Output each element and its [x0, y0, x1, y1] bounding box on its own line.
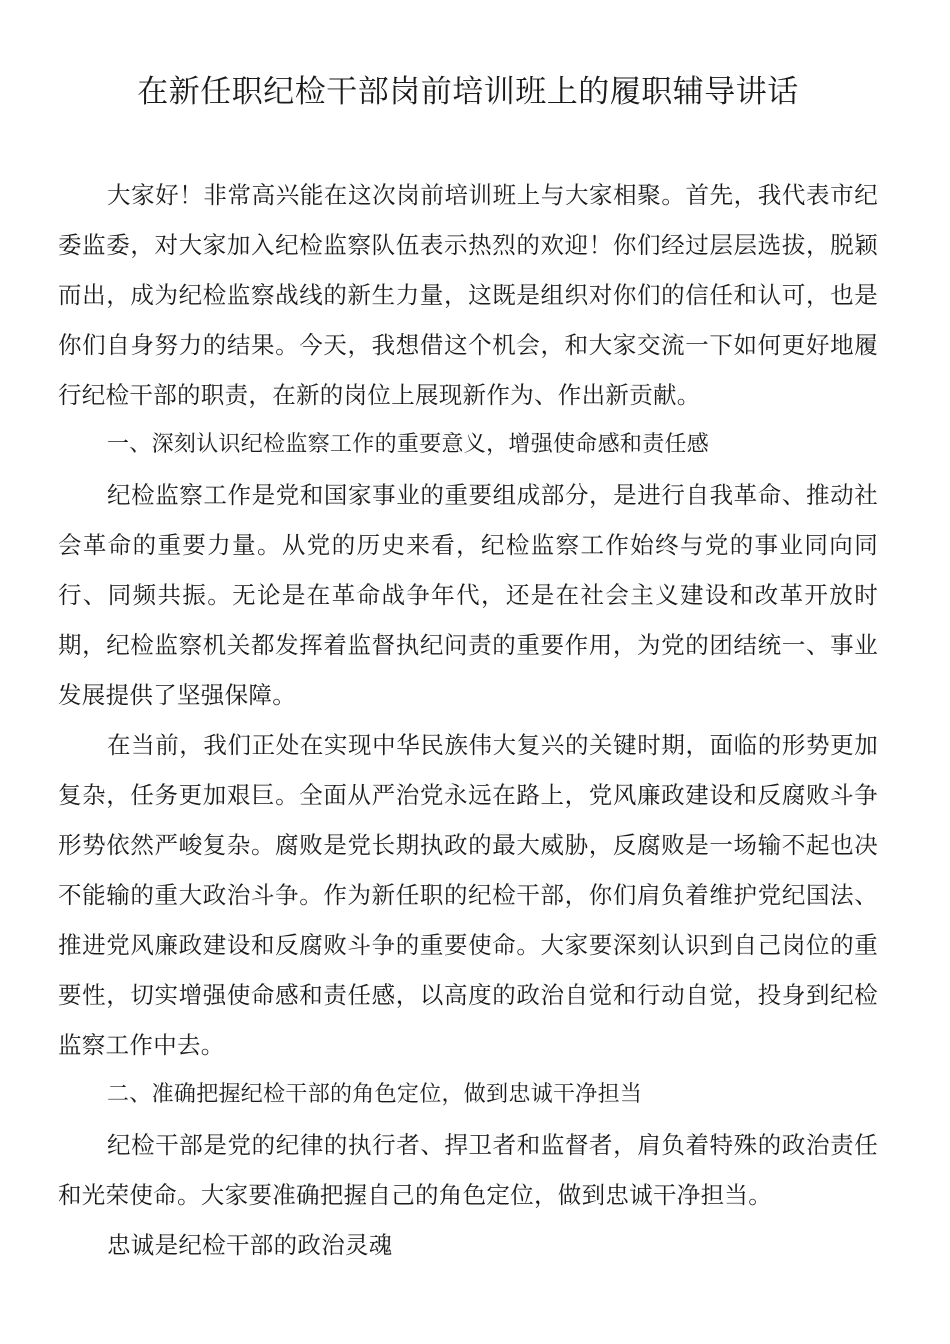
paragraph: 在当前，我们正处在实现中华民族伟大复兴的关键时期，面临的形势更加复杂，任务更加艰巨。全面从严治党永远在路上，党风廉政建设和反腐败斗争形势依然严峻复杂。腐败是党长期执政的最大威胁，反腐败是一场输不起也决不能输的重大政治斗争。作为新任职的纪检干部，你们肩负着维护党纪国法、推进党风廉政建设和反腐败斗争的重要使命。大家要深刻认识到自己岗位的重要性，切实增强使命感和责任感，以高度的政治自觉和行动自觉，投身到纪检监察工作中去。	[58, 731, 878, 1059]
subheading-loyalty: 忠诚是纪检干部的政治灵魂	[107, 1231, 393, 1259]
document-page	[58, 0, 878, 1270]
document-body	[58, 170, 878, 1270]
paragraph: 纪检干部是党的纪律的执行者、捍卫者和监督者，肩负着特殊的政治责任和光荣使命。大家要准确把握自己的角色定位，做到忠诚干净担当。	[58, 1131, 878, 1209]
paragraph: 纪检监察工作是党和国家事业的重要组成部分，是进行自我革命、推动社会革命的重要力量。从党的历史来看，纪检监察工作始终与党的事业同向同行、同频共振。无论是在革命战争年代，还是在社会主义建设和改革开放时期，纪检监察机关都发挥着监督执纪问责的重要作用，为党的团结统一、事业发展提供了坚强保障。	[58, 481, 878, 709]
section-heading-2: 二、准确把握纪检干部的角色定位，做到忠诚干净担当	[107, 1082, 643, 1107]
paragraph-greeting: 大家好！非常高兴能在这次岗前培训班上与大家相聚。首先，我代表市纪委监委，对大家加入纪检监察队伍表示热烈的欢迎！你们经过层层选拔，脱颖而出，成为纪检监察战线的新生力量，这既是组织对你们的信任和认可，也是你们自身努力的结果。今天，我想借这个机会，和大家交流一下如何更好地履行纪检干部的职责，在新的岗位上展现新作为、作出新贡献。	[58, 181, 878, 409]
section-heading-1: 一、深刻认识纪检监察工作的重要意义，增强使命感和责任感	[107, 432, 710, 457]
document-title: 在新任职纪检干部岗前培训班上的履职辅导讲话	[137, 74, 799, 110]
